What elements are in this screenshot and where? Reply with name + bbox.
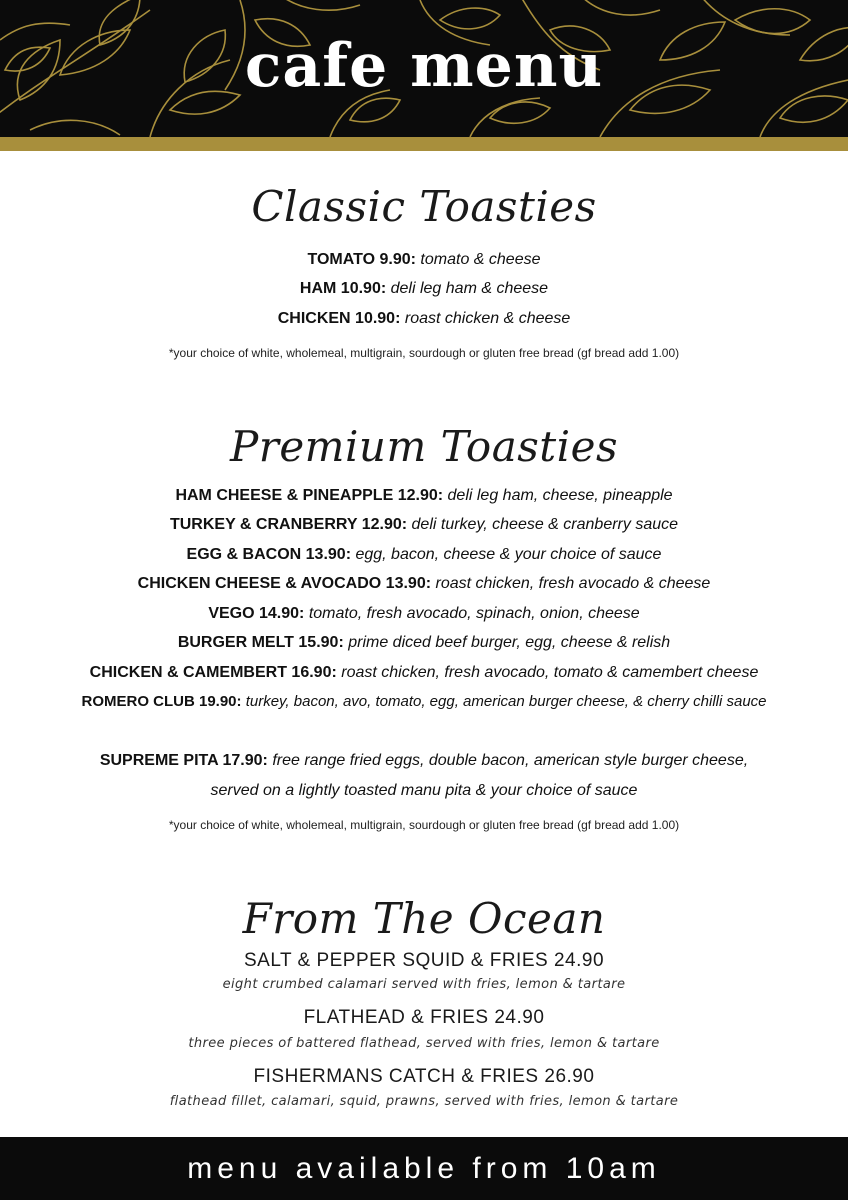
menu-item — [0, 574, 848, 594]
item-name: CHICKEN 10.90: — [277, 310, 401, 327]
menu-item — [0, 515, 848, 535]
item-description: roast chicken, fresh avocado & cheese — [435, 575, 711, 592]
menu-item — [0, 250, 848, 270]
bread-choice-note: *your choice of white, wholemeal, multigrain, sourdough or gluten free bread (gf bread add 1.00) — [168, 818, 680, 832]
item-name: CHICKEN & CAMEMBERT 16.90: — [89, 664, 337, 681]
availability-text: menu available from 10am — [187, 1152, 661, 1185]
menu-footer — [0, 1137, 848, 1200]
item-description: turkey, bacon, avo, tomato, egg, american burger cheese, & cherry chilli sauce — [245, 693, 767, 710]
from-the-ocean-heading: From The Ocean — [242, 894, 606, 943]
menu-item — [0, 751, 848, 771]
item-name: TOMATO 9.90: — [307, 251, 416, 268]
menu-item — [0, 663, 848, 683]
item-name: HAM CHEESE & PINEAPPLE 12.90: — [175, 487, 444, 504]
item-name: CHICKEN CHEESE & AVOCADO 13.90: — [137, 575, 432, 592]
bread-choice-note: *your choice of white, wholemeal, multigrain, sourdough or gluten free bread (gf bread add 1.00) — [168, 346, 680, 360]
menu-title: cafe menu — [244, 31, 604, 101]
item-description: tomato, fresh avocado, spinach, onion, cheese — [308, 605, 640, 622]
item-description: tomato & cheese — [420, 251, 541, 268]
item-description: free range fried eggs, double bacon, american style burger cheese, — [272, 752, 749, 769]
item-name: HAM 10.90: — [299, 280, 387, 297]
menu-item — [0, 309, 848, 329]
premium-toasties-heading: Premium Toasties — [229, 422, 619, 471]
item-name: SUPREME PITA 17.90: — [99, 752, 268, 769]
menu-item — [0, 604, 848, 624]
item-description: deli leg ham & cheese — [390, 280, 549, 297]
menu-item — [0, 692, 848, 712]
menu-item-continuation — [0, 781, 848, 801]
ocean-item-name: FISHERMANS CATCH & FRIES 26.90 — [253, 1066, 595, 1087]
item-description: deli turkey, cheese & cranberry sauce — [411, 516, 679, 533]
item-description: deli leg ham, cheese, pineapple — [447, 487, 673, 504]
classic-toasties-heading: Classic Toasties — [251, 182, 597, 231]
item-name: BURGER MELT 15.90: — [177, 634, 344, 651]
item-name: TURKEY & CRANBERRY 12.90: — [169, 516, 408, 533]
menu-item — [0, 633, 848, 653]
item-description: prime diced beef burger, egg, cheese & relish — [348, 634, 671, 651]
item-description: roast chicken & cheese — [404, 310, 571, 327]
ocean-item-description: three pieces of battered flathead, served with fries, lemon & tartare — [188, 1036, 660, 1051]
menu-item — [0, 486, 848, 506]
ocean-item-description: eight crumbed calamari served with fries, lemon & tartare — [222, 977, 626, 992]
item-description: egg, bacon, cheese & your choice of sauce — [355, 546, 662, 563]
gold-divider-band — [0, 137, 848, 151]
item-description: roast chicken, fresh avocado, tomato & camembert cheese — [341, 664, 759, 681]
item-name: ROMERO CLUB 19.90: — [81, 693, 242, 710]
ocean-item-name: SALT & PEPPER SQUID & FRIES 24.90 — [243, 950, 605, 971]
item-description: served on a lightly toasted manu pita & your choice of sauce — [210, 782, 638, 799]
item-name: EGG & BACON 13.90: — [186, 546, 352, 563]
item-name: VEGO 14.90: — [208, 605, 305, 622]
menu-item — [0, 279, 848, 299]
ocean-item-name: FLATHEAD & FRIES 24.90 — [303, 1007, 545, 1028]
menu-header — [0, 0, 848, 137]
ocean-item-description: flathead fillet, calamari, squid, prawns, served with fries, lemon & tartare — [169, 1094, 679, 1109]
menu-item — [0, 545, 848, 565]
